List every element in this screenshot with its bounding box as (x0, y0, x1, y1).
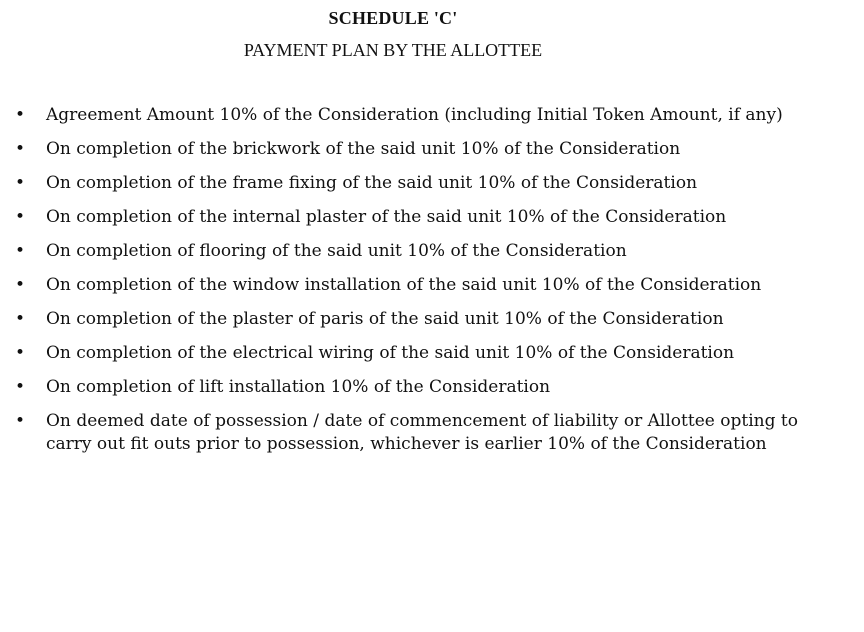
payment-plan-subtitle: PAYMENT PLAN BY THE ALLOTTEE (243, 40, 543, 60)
bullet-icon: • (15, 309, 26, 329)
payment-plan-list (0, 104, 864, 467)
bullet-icon: • (15, 241, 26, 261)
bullet-icon: • (15, 173, 26, 193)
bullet-icon: • (15, 411, 26, 431)
list-item (0, 104, 798, 127)
list-item-text: On deemed date of possession / date of commencement of liability or Allottee opting to carry out fit outs prior to possession, whichever is earlier 10% of the Consideration (46, 411, 798, 454)
list-item-text: On completion of the window installation of the said unit 10% of the Consideration (46, 275, 762, 295)
list-item-text: Agreement Amount 10% of the Consideration (including Initial Token Amount, if any) (46, 105, 783, 125)
list-item (0, 342, 798, 365)
list-item (0, 206, 798, 229)
list-item (0, 240, 798, 263)
list-item-text: On completion of the internal plaster of the said unit 10% of the Consideration (46, 207, 727, 227)
list-item (0, 172, 798, 195)
list-item-text: On completion of flooring of the said unit 10% of the Consideration (46, 241, 627, 261)
list-item-text: On completion of the plaster of paris of the said unit 10% of the Consideration (46, 309, 724, 329)
list-item-text: On completion of the frame fixing of the said unit 10% of the Consideration (46, 173, 698, 193)
list-item (0, 376, 798, 399)
bullet-icon: • (15, 139, 26, 159)
bullet-icon: • (15, 207, 26, 227)
list-item (0, 138, 798, 161)
bullet-icon: • (15, 105, 26, 125)
bullet-icon: • (15, 275, 26, 295)
schedule-title: SCHEDULE 'C' (328, 8, 458, 28)
list-item-text: On completion of the electrical wiring of the said unit 10% of the Consideration (46, 343, 735, 363)
list-item (0, 308, 798, 331)
list-item-text: On completion of the brickwork of the said unit 10% of the Consideration (46, 139, 681, 159)
list-item (0, 274, 798, 297)
bullet-icon: • (15, 343, 26, 363)
bullet-icon: • (15, 377, 26, 397)
list-item-text: On completion of lift installation 10% of the Consideration (46, 377, 551, 397)
list-item (0, 410, 798, 456)
